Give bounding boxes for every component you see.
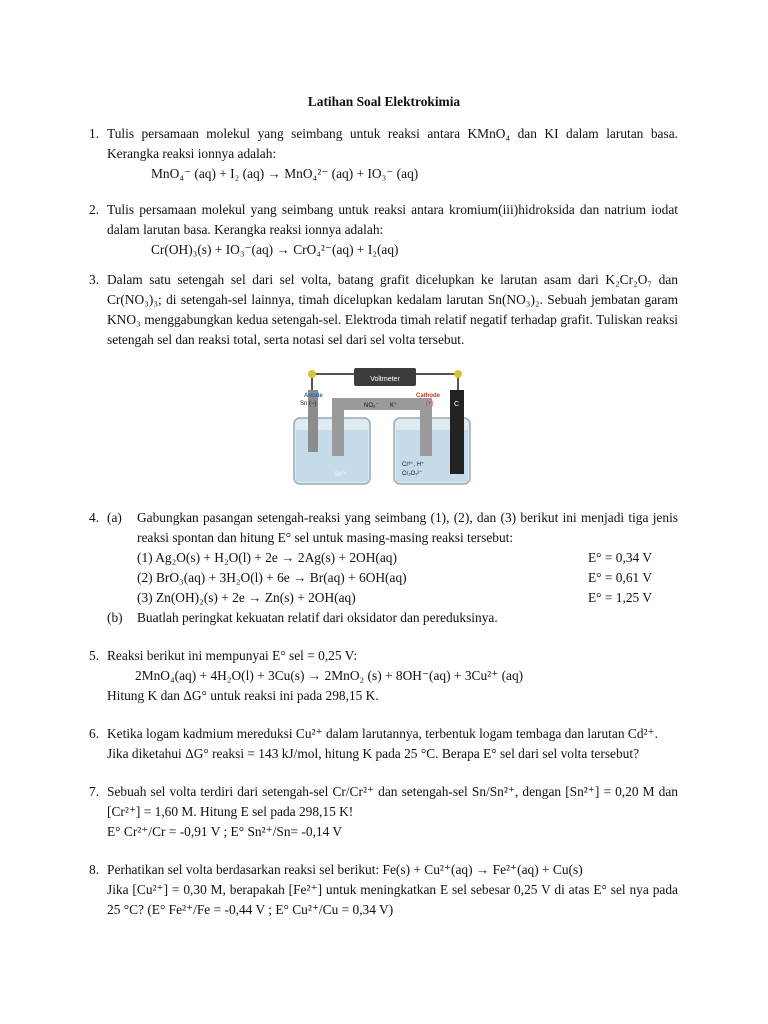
right-ion-label-1: Cr³⁺, H⁺ <box>402 462 425 468</box>
page-title: Latihan Soal Elektrokimia <box>307 94 461 109</box>
voltaic-cell-figure <box>286 364 482 488</box>
question-2 <box>89 200 678 260</box>
half-reaction-3 <box>137 588 678 608</box>
question-6 <box>89 724 678 764</box>
part-b-label: (b) <box>107 610 123 625</box>
question-4 <box>89 508 678 628</box>
question-number: 3. <box>89 272 100 287</box>
question-text: Ketika logam kadmium mereduksi Cu²⁺ dalam larutannya, terbentuk logam tembaga dan larutan Cd²⁺. <box>107 726 658 741</box>
question-text-2: Jika [Cu²⁺] = 0,30 M, berapakah [Fe²⁺] untuk meningkatkan E sel sebesar 0,25 V di atas E° sel nya pada 25 °C? (E° Fe²⁺/Fe = -0,44 V ; E° Cu²⁺/Cu = 0,34 V) <box>107 882 678 917</box>
half-reaction-1 <box>137 548 678 568</box>
question-number: 8. <box>89 862 100 877</box>
question-text: Reaksi berikut ini mempunyai E° sel = 0,25 V: <box>107 648 358 663</box>
half-reaction-text: (1) Ag₂O(s) + H₂O(l) + 2e → 2Ag(s) + 2OH(aq) <box>137 550 397 565</box>
bridge-cation-label: K⁺ <box>390 403 398 409</box>
question-number: 6. <box>89 726 100 741</box>
potential-value: E° = 0,61 V <box>588 570 652 585</box>
question-number: 7. <box>89 784 100 799</box>
question-text: Sebuah sel volta terdiri dari setengah-sel Cr/Cr²⁺ dan setengah-sel Sn/Sn²⁺, dengan [Sn²⁺] = 0,20 M dan [Cr²⁺] = 1,60 M. Hitung E sel pada 298,15 K! <box>107 784 678 819</box>
reaction-equation: Cr(OH)₃(s) + IO₃⁻(aq) → CrO₄²⁻(aq) + I₂(aq) <box>151 242 399 257</box>
terminal-right <box>454 370 462 378</box>
terminal-left <box>308 370 316 378</box>
question-text-2: Hitung K dan ΔG° untuk reaksi ini pada 298,15 K. <box>107 688 379 703</box>
question-number: 2. <box>89 202 100 217</box>
question-text: Tulis persamaan molekul yang seimbang untuk reaksi antara KMnO₄ dan KI dalam larutan basa. Kerangka reaksi ionnya adalah: <box>107 126 678 161</box>
bridge-anion-label: NO₃⁻ <box>364 403 379 409</box>
half-reaction-text: (2) BrO₃(aq) + 3H₂O(l) + 6e → Br(aq) + 6OH(aq) <box>137 570 407 585</box>
part-b-text: Buatlah peringkat kekuatan relatif dari oksidator dan pereduksinya. <box>137 610 498 625</box>
left-ion-label: Sn²⁺ <box>334 472 347 478</box>
tin-electrode <box>308 390 318 452</box>
question-text: Dalam satu setengah sel dari sel volta, batang grafit dicelupkan ke larutan asam dari K₂Cr₂O₇ dan Cr(NO₃)₃; di setengah-sel lainnya, timah dicelupkan kedalam larutan Sn(NO₃)₂. Sebuah jembatan garam KNO₃ menggabungkan kedua setengah-sel. Elektroda timah relatif negatif terhadap grafit. Tuliskan reaksi setengah sel dan reaksi total, serta notasi sel dari sel volta tersebut. <box>107 272 678 347</box>
question-text: Perhatikan sel volta berdasarkan reaksi sel berikut: Fe(s) + Cu²⁺(aq) → Fe²⁺(aq) + Cu(s) <box>107 862 583 877</box>
graphite-label: C <box>454 401 460 408</box>
reaction-equation: 2MnO₄(aq) + 4H₂O(l) + 3Cu(s) → 2MnO₂ (s) + 8OH⁻(aq) + 3Cu²⁺ (aq) <box>135 668 524 683</box>
potential-value: E° = 1,25 V <box>588 590 652 605</box>
anode-label: Anode <box>304 393 323 399</box>
question-5 <box>89 646 678 706</box>
half-reaction-text: (3) Zn(OH)₂(s) + 2e → Zn(s) + 2OH(aq) <box>137 590 356 605</box>
question-text-2: Jika diketahui ΔG° reaksi = 143 kJ/mol, hitung K pada 25 °C. Berapa E° sel dari sel volta tersebut? <box>107 746 640 761</box>
question-3 <box>89 270 678 350</box>
question-8 <box>89 860 678 920</box>
part-a-label: (a) <box>107 510 122 525</box>
question-number: 1. <box>89 126 100 141</box>
half-reaction-2 <box>137 568 678 588</box>
potential-value: E° = 0,34 V <box>588 550 652 565</box>
reaction-equation: MnO₄⁻ (aq) + I₂ (aq) → MnO₄²⁻ (aq) + IO₃⁻ (aq) <box>151 166 419 181</box>
question-text-2: E° Cr²⁺/Cr = -0,91 V ; E° Sn²⁺/Sn= -0,14 V <box>107 824 343 839</box>
part-a-text: Gabungkan pasangan setengah-reaksi yang seimbang (1), (2), dan (3) berikut ini menjadi tiga jenis reaksi spontan dan hitung E° sel untuk masing-masing reaksi tersebut: <box>137 510 678 545</box>
right-ion-label-2: Cr₂O₇²⁻ <box>402 471 423 477</box>
question-text: Tulis persamaan molekul yang seimbang untuk reaksi antara kromium(iii)hidroksida dan natrium iodat dalam larutan basa. Kerangka reaksi ionnya adalah: <box>107 202 678 237</box>
anode-sign: Sn (−) <box>300 401 317 407</box>
cathode-label: Cathode <box>416 393 440 399</box>
question-number: 4. <box>89 510 100 525</box>
question-7 <box>89 782 678 842</box>
question-1 <box>89 124 678 184</box>
voltmeter-label: Voltmeter <box>370 376 400 383</box>
question-number: 5. <box>89 648 100 663</box>
cathode-sign: (+) <box>426 401 434 407</box>
